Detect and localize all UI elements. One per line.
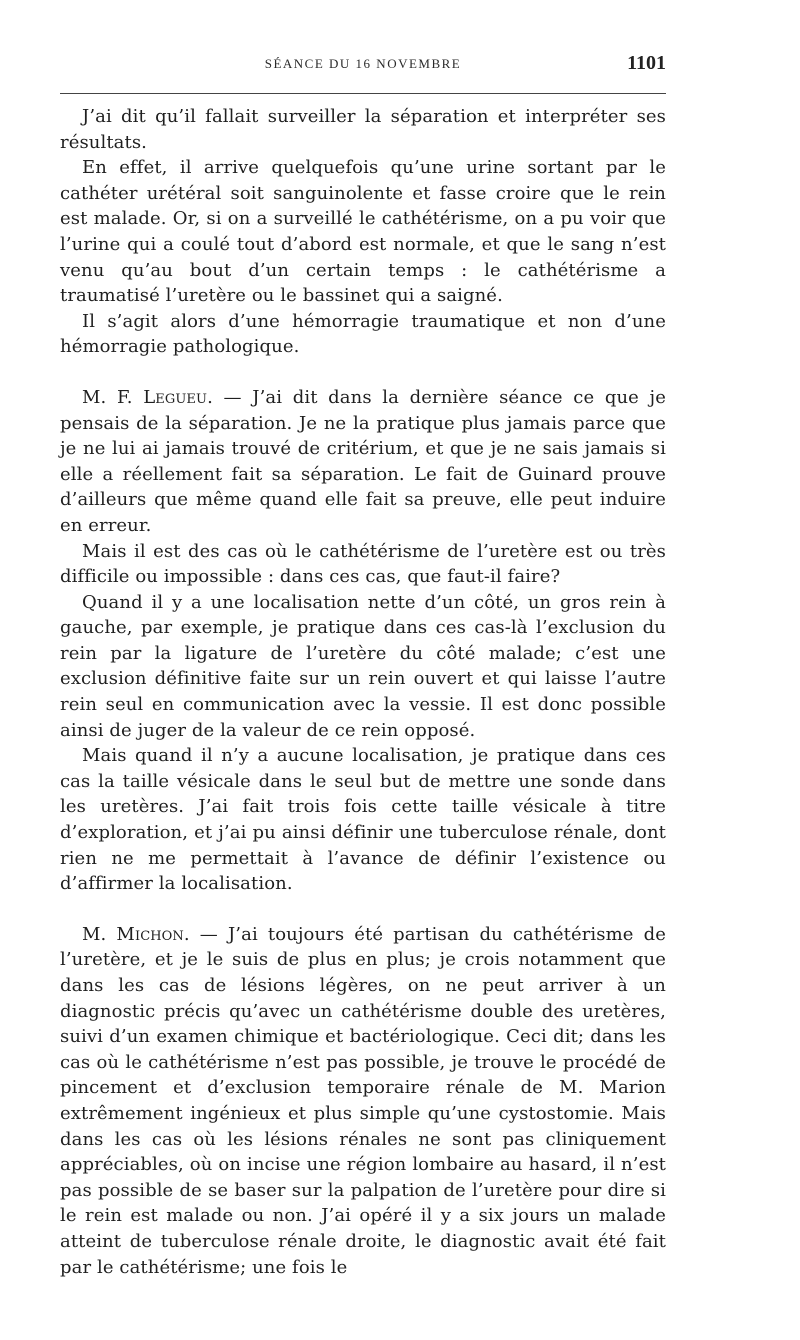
speaker-name: M. F. Legueu. (82, 386, 213, 408)
paragraph-text: — J’ai dit dans la dernière séance ce que je pensais de la séparation. Je ne la pratique plus jamais parce que je ne lui ai jamais trouvé de critérium, et que je ne sais jamais si elle a réellement fait sa séparation. Le fait de Guinard prouve d’ailleurs que même quand elle fait sa preuve, elle peut induire en erreur. (60, 386, 666, 536)
body-text (60, 104, 666, 1280)
speaker-name: M. Michon. (82, 923, 190, 945)
paragraph-text: Mais quand il n’y a aucune localisation, je pratique dans ces cas la taille vésicale dans le seul but de mettre une sonde dans les uretères. J’ai fait trois fois cette taille vésicale à titre d’exploration, et j’ai pu ainsi définir une tuberculose rénale, dont rien ne me permettait à l’avance de définir l’existence ou d’affirmer la localisation. (60, 745, 666, 895)
paragraph-5 (60, 539, 666, 590)
page-header (60, 52, 666, 84)
paragraph-8 (60, 922, 666, 1280)
paragraph-6 (60, 590, 666, 744)
paragraph-text: J’ai dit qu’il fallait surveiller la séparation et interpréter ses résultats. (60, 106, 666, 153)
paragraph-text: En effet, il arrive quelquefois qu’une urine sortant par le cathéter urétéral soit sanguinolente et fasse croire que le rein est malade. Or, si on a surveillé le cathétérisme, on a pu voir que l’urine qui a coulé tout d’abord est normale, et que le sang n’est venu qu’au bout d’un certain temps : le cathétérisme a traumatisé l’uretère ou le bassinet qui a saigné. (60, 157, 666, 307)
paragraph-text: Mais il est des cas où le cathétérisme de l’uretère est ou très difficile ou impossible : dans ces cas, que faut-il faire? (60, 540, 666, 588)
running-title: SÉANCE DU 16 NOVEMBRE (264, 56, 462, 71)
paragraph-3 (60, 309, 666, 360)
header-rule (60, 93, 666, 94)
paragraph-4 (60, 385, 666, 539)
paragraph-1 (60, 104, 666, 155)
page-number: 1101 (627, 52, 666, 74)
paragraph-2 (60, 155, 666, 309)
paragraph-7 (60, 743, 666, 897)
paragraph-text: Quand il y a une localisation nette d’un côté, un gros rein à gauche, par exemple, je pratique dans ces cas-là l’exclusion du rein par la ligature de l’uretère du côté malade; c’est une exclusion définitive faite sur un rein ouvert et qui laisse l’autre rein seul en communication avec la vessie. Il est donc possible ainsi de juger de la valeur de ce rein opposé. (60, 591, 666, 741)
paragraph-text: Il s’agit alors d’une hémorragie traumatique et non d’une hémorragie pathologique. (60, 310, 666, 358)
paragraph-text: — J’ai toujours été partisan du cathétérisme de l’uretère, et je le suis de plus en plus; je crois notamment que dans les cas de lésions légères, on ne peut arriver à un diagnostic précis qu’avec un cathétérisme double des uretères, suivi d’un examen chimique et bactériologique. Ceci dit; dans les cas où le cathétérisme n’est pas possible, je trouve le procédé de pincement et d’exclusion temporaire rénale de M. Marion extrêmement ingénieux et plus simple qu’une cystostomie. Mais dans les cas où les lésions rénales ne sont pas cliniquement appréciables, où on incise une région lombaire au hasard, il n’est pas possible de se baser sur la palpation de l’uretère pour dire si le rein est malade ou non. J’ai opéré il y a six jours un malade atteint de tuberculose rénale droite, le diagnostic avait été fait par le cathétérisme; une fois le (60, 923, 666, 1278)
